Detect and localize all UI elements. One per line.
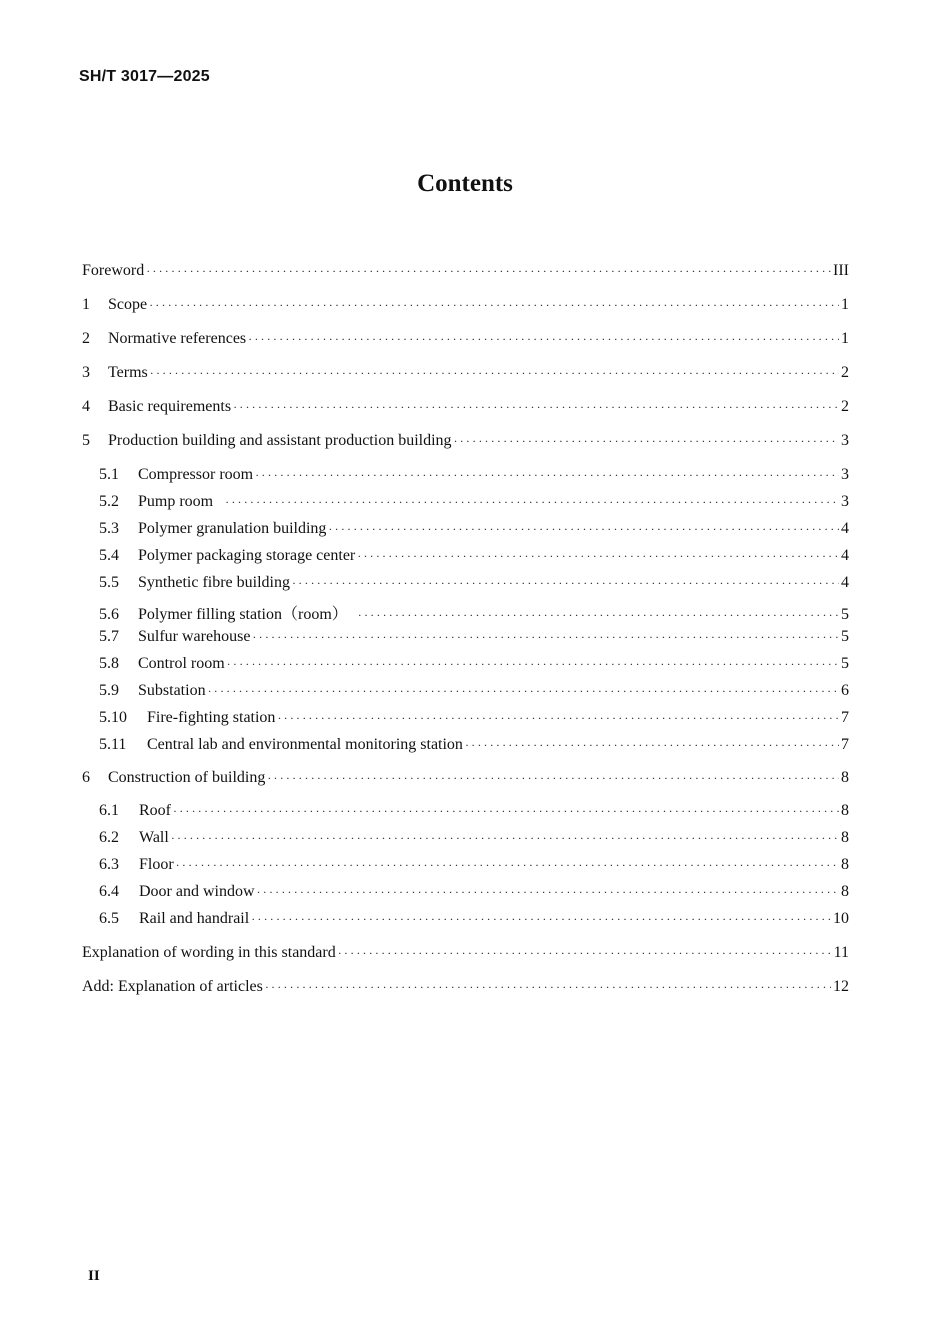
toc-page: 4	[841, 520, 849, 537]
toc-number: 5.1	[99, 466, 119, 483]
dot-leader	[149, 298, 839, 313]
toc-page: 8	[841, 802, 849, 819]
toc-page: 1	[841, 296, 849, 313]
toc-entry-explanation-of-articles[interactable]	[82, 978, 849, 996]
toc-page: 2	[841, 364, 849, 381]
toc-label: Roof	[139, 802, 171, 819]
toc-entry-control-room[interactable]	[99, 655, 849, 673]
dot-leader	[265, 980, 831, 995]
toc-label: Construction of building	[108, 769, 266, 786]
dot-leader	[225, 495, 839, 510]
dot-leader	[257, 885, 839, 900]
toc-entry-normative-references[interactable]	[82, 330, 849, 348]
toc-entry-polymer-filling[interactable]	[99, 601, 849, 624]
toc-number: 5.2	[99, 493, 119, 510]
toc-label: Wall	[139, 829, 169, 846]
toc-number: 2	[82, 330, 90, 347]
dot-leader	[251, 912, 831, 927]
toc-label: Synthetic fibre building	[138, 574, 290, 591]
toc-entry-wall[interactable]	[99, 829, 849, 847]
dot-leader	[233, 400, 839, 415]
toc-label: Pump room	[138, 493, 214, 510]
toc-number: 5.4	[99, 547, 119, 564]
page-number: II	[88, 1268, 100, 1284]
toc-page: 10	[833, 910, 849, 927]
toc-entry-door-and-window[interactable]	[99, 883, 849, 901]
toc-entry-production-building[interactable]	[82, 432, 849, 450]
toc-label: Door and window	[139, 883, 255, 900]
toc-label: Sulfur warehouse	[138, 628, 251, 645]
toc-label: Substation	[138, 682, 206, 699]
toc-page: 4	[841, 547, 849, 564]
toc-label: Floor	[139, 856, 174, 873]
toc-entry-polymer-granulation[interactable]	[99, 520, 849, 538]
toc-page: 3	[841, 466, 849, 483]
toc-page: 7	[841, 709, 849, 726]
standard-code: SH/T 3017—2025	[79, 68, 210, 85]
toc-number: 5.6	[99, 606, 119, 623]
dot-leader	[465, 738, 839, 753]
toc-label: Central lab and environmental monitoring station	[147, 736, 463, 753]
toc-entry-construction-of-building[interactable]	[82, 769, 849, 787]
dot-leader	[277, 711, 839, 726]
toc-page: 6	[841, 682, 849, 699]
toc-number: 4	[82, 398, 90, 415]
toc-page: 12	[833, 978, 849, 995]
toc-entry-roof[interactable]	[99, 802, 849, 820]
toc-number: 1	[82, 296, 90, 313]
toc-entry-synthetic-fibre[interactable]	[99, 574, 849, 592]
toc-entry-floor[interactable]	[99, 856, 849, 874]
page-title: Contents	[417, 170, 513, 197]
dot-leader	[208, 684, 839, 699]
toc-label: Production building and assistant production building	[108, 432, 452, 449]
toc-number: 3	[82, 364, 90, 381]
toc-page: 5	[841, 606, 849, 623]
toc-page: 8	[841, 856, 849, 873]
toc-label: Rail and handrail	[139, 910, 250, 927]
toc-number: 6.5	[99, 910, 119, 927]
toc-entry-basic-requirements[interactable]	[82, 398, 849, 416]
toc-number: 5	[82, 432, 90, 449]
dot-leader	[292, 576, 839, 591]
toc-label: Foreword	[82, 262, 145, 279]
dot-leader	[252, 630, 839, 645]
toc-label: Add: Explanation of articles	[82, 978, 263, 995]
toc-label: Polymer packaging storage center	[138, 547, 356, 564]
toc-number: 5.8	[99, 655, 119, 672]
toc-number: 6.4	[99, 883, 119, 900]
dot-leader	[338, 946, 832, 961]
toc-entry-explanation-of-wording[interactable]	[82, 944, 849, 962]
toc-entry-fire-fighting-station[interactable]	[99, 709, 849, 727]
toc-page: 3	[841, 493, 849, 510]
toc-number: 5.7	[99, 628, 119, 645]
toc-page: 1	[841, 330, 849, 347]
toc-number: 6.1	[99, 802, 119, 819]
toc-label: Fire-fighting station	[147, 709, 276, 726]
dot-leader	[248, 332, 839, 347]
toc-page: 3	[841, 432, 849, 449]
dot-leader	[227, 657, 839, 672]
toc-label: Polymer granulation building	[138, 520, 327, 537]
toc-number: 5.3	[99, 520, 119, 537]
toc-page: 7	[841, 736, 849, 753]
toc-entry-polymer-packaging[interactable]	[99, 547, 849, 565]
dot-leader	[358, 608, 839, 623]
toc-label: Terms	[108, 364, 148, 381]
toc-label: Explanation of wording in this standard	[82, 944, 336, 961]
dot-leader	[454, 434, 839, 449]
toc-entry-sulfur-warehouse[interactable]	[99, 628, 849, 646]
toc-page: 4	[841, 574, 849, 591]
toc-page: 11	[833, 944, 849, 961]
toc-number: 6	[82, 769, 90, 786]
toc-page: 8	[841, 769, 849, 786]
toc-label: Scope	[108, 296, 148, 313]
toc-number: 5.9	[99, 682, 119, 699]
dot-leader	[267, 771, 839, 786]
toc-entry-compressor-room[interactable]	[99, 466, 849, 484]
toc-entry-scope[interactable]	[82, 296, 849, 314]
dot-leader	[255, 468, 839, 483]
toc-number: 5.5	[99, 574, 119, 591]
toc-page: 8	[841, 829, 849, 846]
toc-entry-pump-room[interactable]	[99, 493, 849, 511]
toc-page: 5	[841, 655, 849, 672]
toc-page: III	[833, 262, 849, 279]
toc-entry-rail-and-handrail[interactable]	[99, 910, 849, 928]
toc-page: 2	[841, 398, 849, 415]
dot-leader	[328, 522, 839, 537]
dot-leader	[150, 366, 839, 381]
dot-leader	[171, 831, 839, 846]
toc-number: 5.10	[99, 709, 127, 726]
toc-label: Control room	[138, 655, 225, 672]
toc-page: 8	[841, 883, 849, 900]
toc-number: 6.3	[99, 856, 119, 873]
toc-entry-terms[interactable]	[82, 364, 849, 382]
dot-leader	[173, 804, 839, 819]
toc-number: 6.2	[99, 829, 119, 846]
dot-leader	[176, 858, 839, 873]
toc-label: Basic requirements	[108, 398, 232, 415]
toc-label: Compressor room	[138, 466, 254, 483]
dot-leader	[146, 264, 831, 279]
toc-label: Normative references	[108, 330, 247, 347]
toc-entry-substation[interactable]	[99, 682, 849, 700]
toc-number: 5.11	[99, 736, 127, 753]
toc-entry-foreword[interactable]	[82, 262, 849, 280]
dot-leader	[357, 549, 839, 564]
toc-label: Polymer filling station（room）	[138, 606, 348, 623]
toc-page: 5	[841, 628, 849, 645]
toc-entry-central-lab[interactable]	[99, 736, 849, 754]
